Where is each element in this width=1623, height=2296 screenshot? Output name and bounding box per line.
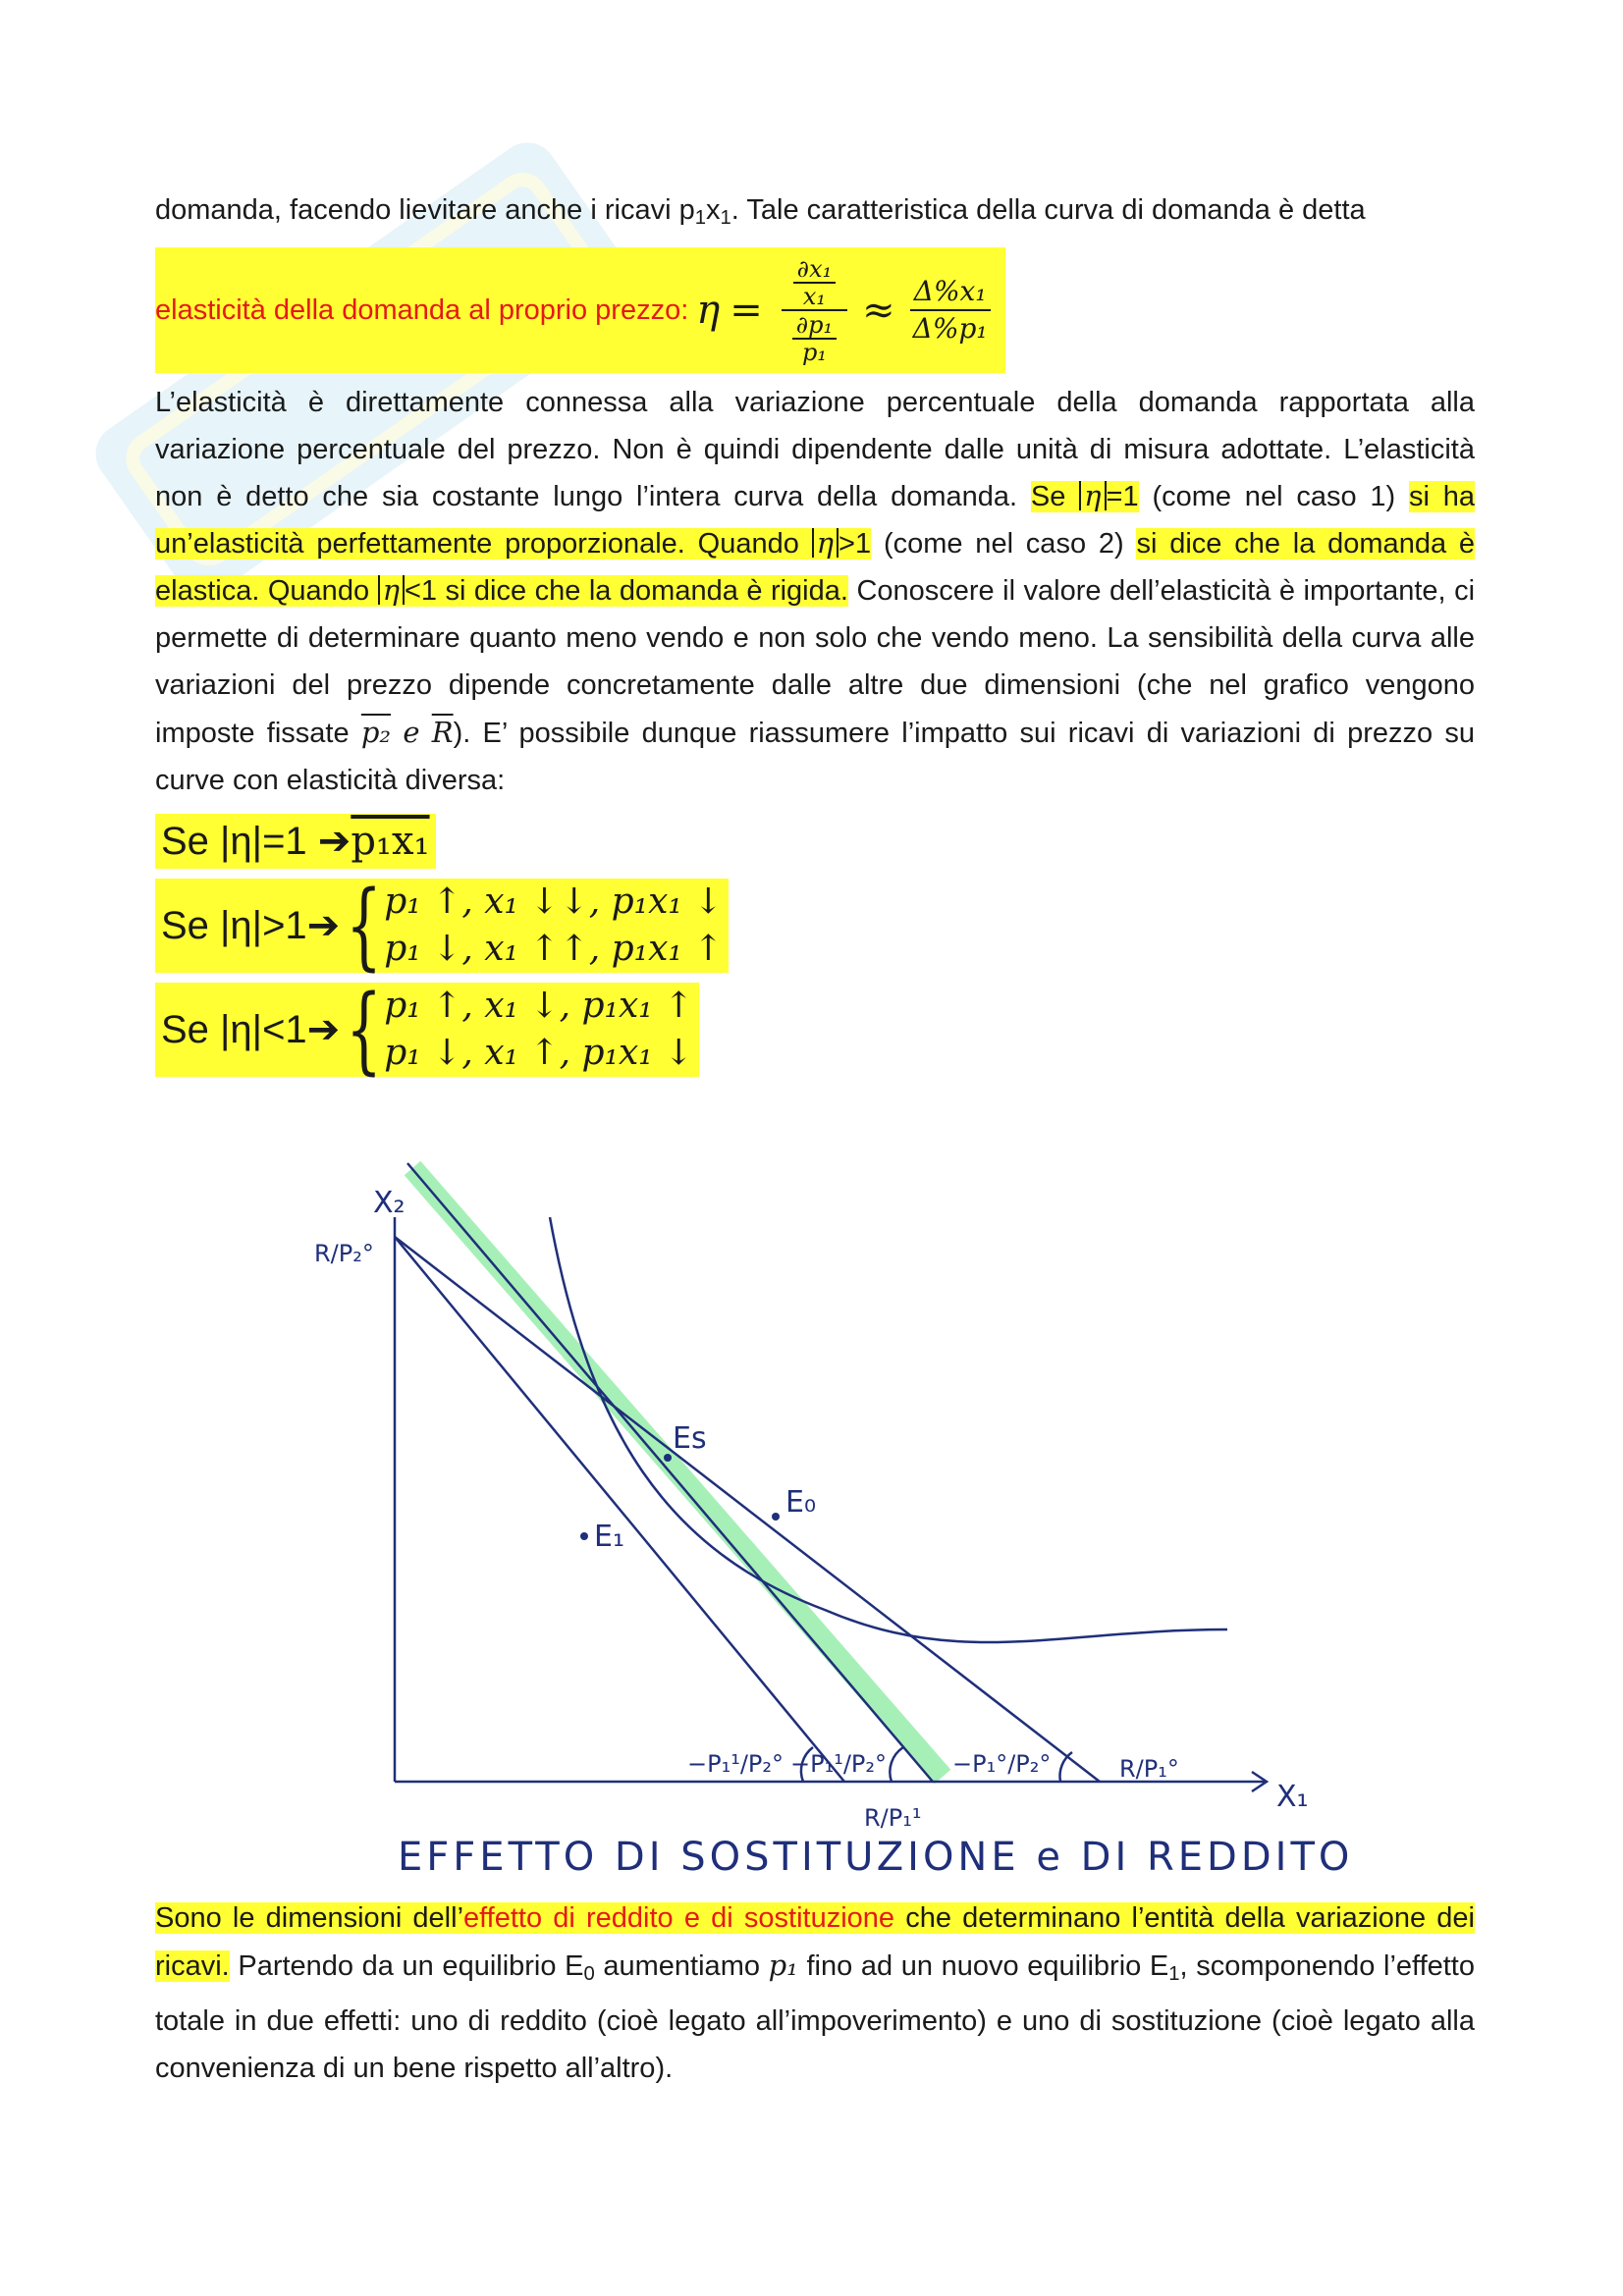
label-r-p1-1: R/P₁¹ [864,1804,922,1832]
paragraph-intro: domanda, facendo lievitare anche i ricavi $p_1x_1$. Tale caratteristica della curva di domanda è detta [155,194,1366,230]
label-slope-3: −P₁°/P₂° [952,1750,1052,1778]
diagram-caption: EFFETTO DI SOSTITUZIONE e DI REDDITO [398,1835,1354,1880]
label-x1: X₁ [1276,1780,1309,1814]
budget-line-compensated [407,1163,933,1782]
case-eta-greater-1: Se |η|>1➔ { p₁ ↑, x₁ ↓↓, p₁x₁ ↓ p₁ ↓, x₁ ↑↑, p₁x₁ ↑ [155,879,729,973]
paragraph-effects: Sono le dimensioni dell’effetto di reddito e di sostituzione che determinano l’entità della variazione dei ricavi. Partendo da un equilibrio $E_0$ aumentiamo p₁ fino ad un nuovo equilibrio $E_1$, scomponendo l’effetto totale in due effetti: uno di reddito (cioè legato all’impoverimento) e uno di sostituzione (cioè legato alla convenienza di un bene rispetto all’altro). [155,1902,1475,2085]
case-eta-equal-1: Se |η|=1 ➔ p₁x₁ [155,814,436,869]
label-es: Es [673,1421,707,1456]
eta-symbol: η [696,288,721,334]
label-e0: E₀ [785,1485,816,1520]
elasticity-formula [155,247,1005,373]
slope-arc-3 [1059,1752,1072,1782]
equals-sign: = [730,288,763,334]
budget-line-1 [395,1237,844,1782]
label-slope-1: −P₁¹/P₂° [687,1750,784,1778]
substitution-income-diagram [275,1139,1355,1895]
case-list [155,804,1475,1086]
point-es [664,1454,672,1462]
green-budget-highlight [412,1168,943,1777]
slope-arc-2 [890,1747,903,1782]
formula-label: elasticità della domanda al proprio prezzo: [155,294,689,327]
label-e1: E₁ [594,1520,624,1554]
elasticity-fraction: $\frac{\frac{\text{∂x₁}}{\text{x₁}}}{\frac{\text{∂p₁}}{\text{p₁}}}$ [781,255,848,365]
label-slope-2: −P₁¹/P₂° [790,1750,888,1778]
point-e0 [772,1513,780,1521]
label-x2: X₂ [373,1186,406,1220]
budget-line-0 [395,1237,1100,1782]
paragraph-elasticity: L’elasticità è direttamente connessa alla variazione percentuale della domanda rapportata alla variazione percentuale del prezzo. Non è quindi dipendente dalle unità di misura adottate. L’elasticità non è detto che sia costante lungo l’intera curva della domanda. Se η =1 (come nel caso 1) si ha un’elasticità perfettamente proporzionale. Quando η >1 (come nel caso 2) si dice che la domanda è elastica. Quando η <1 si dice che la domanda è rigida. Conoscere il valore dell’elasticità è importante, ci permette di determinare quanto meno vendo e non solo che vendo meno. La sensibilità della curva alle variazioni del prezzo dipende concretamente dalle altre due dimensioni (che nel grafico vengono imposte fissate p₂ e $\overline{R}$). E’ possibile dunque riassumere l’impatto sui ricavi di variazioni di prezzo su curve con elasticità diversa: [155,387,1476,797]
case-eta-less-1: Se |η|<1➔ { p₁ ↑, x₁ ↓, p₁x₁ ↑ p₁ ↓, x₁ ↑, p₁x₁ ↓ [155,983,699,1077]
percent-ratio: $\frac{\text{Δ\%x₁}}{\text{Δ\%p₁}}$ [909,274,992,347]
approx-sign: ≈ [862,288,895,334]
label-r-p2: R/P₂° [314,1240,374,1267]
label-r-p1-0: R/P₁° [1119,1755,1179,1783]
point-e1 [580,1532,588,1540]
